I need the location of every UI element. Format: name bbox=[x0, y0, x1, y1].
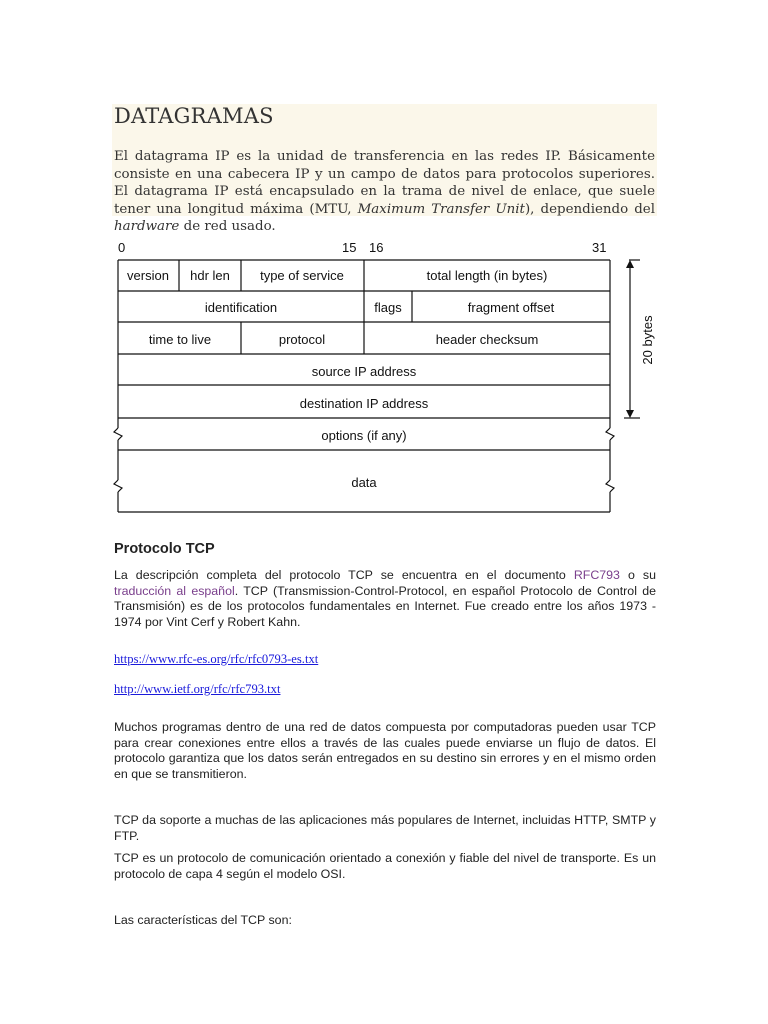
intro-text: ), dependiendo del bbox=[524, 201, 655, 217]
intro-text: El datagrama IP es la unidad de transferencia en las redes IP. Básicamente consiste en una cabecera IP y un campo de datos para protocolos superiores. El datagrama IP está encapsulado en la trama de nivel de enlace, que suele tener una longitud máxima (MTU, bbox=[114, 149, 655, 217]
bit-label-16: 16 bbox=[369, 240, 384, 255]
intro-paragraph bbox=[114, 148, 655, 236]
field-total-length: total length (in bytes) bbox=[426, 268, 548, 283]
bit-label-31: 31 bbox=[592, 240, 607, 255]
field-type-of-service: type of service bbox=[260, 268, 344, 283]
field-flags: flags bbox=[374, 300, 402, 315]
tcp-paragraph-1 bbox=[114, 568, 656, 630]
field-destination-ip: destination IP address bbox=[299, 396, 429, 411]
tcp-paragraph-4: TCP es un protocolo de comunicación orientado a conexión y fiable del nivel de transporte. Es un protocolo de capa 4 según el modelo OSI. bbox=[114, 851, 656, 881]
tcp-text: . TCP (Transmission-Control-Protocol, en español Protocolo de Control de Transmisión) es de los protocolos fundamentales en Internet. Fue creado entre los años 1973 - 1974 por Vint Cerf y Robert Kahn. bbox=[114, 583, 656, 629]
field-protocol: protocol bbox=[278, 332, 326, 347]
tcp-paragraph-3: TCP da soporte a muchas de las aplicaciones más populares de Internet, incluidas HTTP, SMTP y FTP. bbox=[114, 813, 656, 843]
tcp-text: o su bbox=[619, 568, 656, 582]
intro-emphasis-hardware: hardware bbox=[114, 219, 180, 235]
intro-text: de red usado. bbox=[179, 219, 276, 235]
intro-emphasis-mtu: Maximum Transfer Unit bbox=[357, 201, 525, 217]
rfc793-link[interactable]: RFC793 bbox=[573, 568, 620, 582]
spanish-translation-link[interactable]: traducción al español bbox=[114, 583, 235, 598]
field-fragment-offset: fragment offset bbox=[467, 300, 555, 315]
rfc-es-url-link[interactable]: https://www.rfc-es.org/rfc/rfc0793-es.txt bbox=[114, 652, 319, 666]
bit-label-0: 0 bbox=[118, 240, 126, 255]
page-title: DATAGRAMAS bbox=[114, 104, 274, 128]
size-label-20-bytes: 20 bytes bbox=[640, 315, 655, 365]
ip-datagram-diagram bbox=[110, 236, 670, 526]
tcp-paragraph-5: Las características del TCP son: bbox=[114, 913, 292, 927]
field-hdr-len: hdr len bbox=[190, 268, 230, 283]
tcp-text: La descripción completa del protocolo TCP se encuentra en el documento bbox=[114, 568, 574, 582]
field-version: version bbox=[127, 268, 169, 283]
bit-label-15: 15 bbox=[342, 240, 357, 255]
tcp-paragraph-2: Muchos programas dentro de una red de datos compuesta por computadoras pueden usar TCP para crear conexiones entre ellos a través de las cuales puede enviarse un flujo de datos. El protocolo garantiza que los datos serán entregados en su destino sin errores y en el mismo orden en que se transmitieron. bbox=[114, 720, 656, 781]
field-time-to-live: time to live bbox=[148, 332, 212, 347]
field-data: data bbox=[351, 475, 377, 490]
field-options: options (if any) bbox=[321, 428, 407, 443]
field-identification: identification bbox=[204, 300, 278, 315]
ietf-url-link[interactable]: http://www.ietf.org/rfc/rfc793.txt bbox=[114, 682, 281, 696]
field-source-ip: source IP address bbox=[311, 364, 417, 379]
tcp-heading: Protocolo TCP bbox=[114, 541, 215, 557]
field-header-checksum: header checksum bbox=[435, 332, 539, 347]
